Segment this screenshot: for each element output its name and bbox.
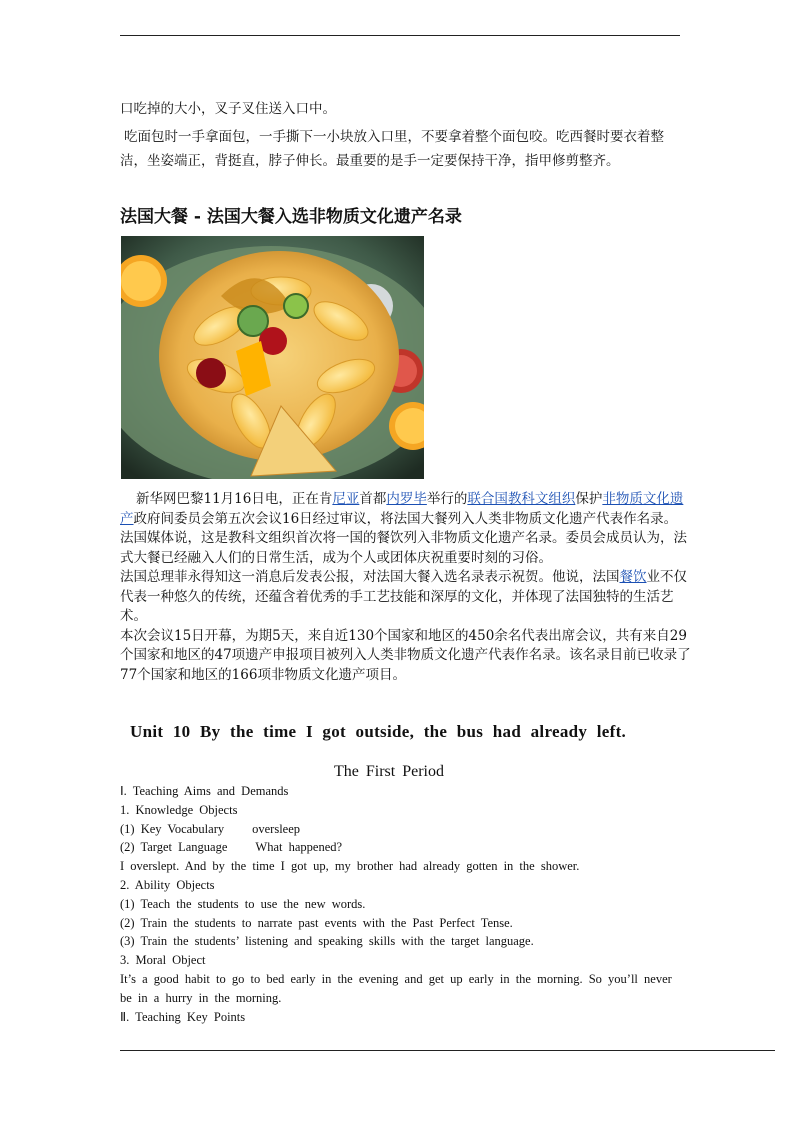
link-intangible-heritage[interactable]: 非物质文化遗产 xyxy=(120,491,684,527)
news-paragraph-3 xyxy=(120,568,692,627)
link-kenya[interactable]: 尼亚 xyxy=(332,491,360,507)
link-catering[interactable]: 餐饮 xyxy=(619,569,647,585)
lesson-plan xyxy=(120,782,685,1026)
link-nairobi[interactable]: 内罗毕 xyxy=(386,491,427,507)
moral-object-text: It’s a good habit to go to bed early in the evening and get up early in the morning. So you’ll never be in a hurry in the morning. xyxy=(120,971,672,1005)
french-tart-photo xyxy=(121,236,424,479)
news-paragraph-1 xyxy=(120,490,692,529)
news-paragraph-2: 法国媒体说，这是教科文组织首次将一国的餐饮列入非物质文化遗产名录。委员会成员认为，法式大餐已经融入人们的日常生活，成为个人或团体庆祝重要时刻的习俗。 xyxy=(120,530,687,566)
continued-text-line: 口吃掉的大小，叉子叉住送入口中。 xyxy=(120,101,336,117)
section-heading: 法国大餐 - 法国大餐入选非物质文化遗产名录 xyxy=(120,207,462,227)
key-vocabulary-label: (1) Key Vocabulary xyxy=(120,821,225,836)
news-text: 法国总理菲永得知这一消息后发表公报，对法国大餐入选名录表示祝贺。他说，法国 xyxy=(120,569,620,585)
news-text: 举行的 xyxy=(426,491,468,507)
header-rule xyxy=(120,35,680,36)
ability-objects-heading: 2. Ability Objects xyxy=(120,877,215,892)
example-sentence: I overslept. And by the time I got up, my brother had already gotten in the shower. xyxy=(120,859,580,874)
news-text: 政府间委员会第五次会议16日经过审议，将法国大餐列入人类非物质文化遗产代表作名录。 xyxy=(133,510,678,527)
ability-item-1: (1) Teach the students to use the new words. xyxy=(120,896,366,911)
target-language-label: (2) Target Language xyxy=(120,840,228,855)
target-language-value: What happened? xyxy=(255,840,343,855)
news-text: 首都 xyxy=(359,491,387,507)
ability-item-3: (3) Train the students’ listening and speaking skills with the target language. xyxy=(120,934,534,949)
footer-rule xyxy=(120,1050,775,1051)
news-text: 新华网巴黎11月16日电，正在肯 xyxy=(136,491,333,507)
news-article xyxy=(120,490,692,685)
key-vocabulary-line xyxy=(120,820,685,839)
target-language-line xyxy=(120,838,685,857)
news-text: 业不仅代表一种悠久的传统，还蕴含着优秀的手工艺技能和深厚的文化，并体现了法国独特的生活艺术。 xyxy=(120,569,687,624)
key-vocabulary-value: oversleep xyxy=(252,821,301,836)
news-text: 保护 xyxy=(575,491,603,507)
section-heading-aims: Ⅰ. Teaching Aims and Demands xyxy=(120,784,289,798)
news-paragraph-4: 本次会议15日开幕，为期5天，来自近130个国家和地区的450余名代表出席会议，共有来自29个国家和地区的47项遗产申报项目被列入人类非物质文化遗产代表作名录。该名录目前已收录了77个国家和地区的166项非物质文化遗产项目。 xyxy=(120,627,691,683)
ability-item-2: (2) Train the students to narrate past events with the Past Perfect Tense. xyxy=(120,915,513,930)
knowledge-objects-heading: 1. Knowledge Objects xyxy=(120,802,238,817)
period-title: The First Period xyxy=(334,763,444,780)
section-heading-key-points: Ⅱ. Teaching Key Points xyxy=(120,1009,246,1024)
dining-etiquette-paragraph: 吃面包时一手拿面包，一手撕下一小块放入口里，不要拿着整个面包咬。吃西餐时要衣着整洁，坐姿端正，背挺直，脖子伸长。最重要的是手一定要保持干净，指甲修剪整齐。 xyxy=(120,129,664,169)
unit-title: Unit 10 By the time I got outside, the bus had already left. xyxy=(130,722,627,741)
moral-object-heading: 3. Moral Object xyxy=(120,953,206,968)
link-unesco[interactable]: 联合国教科文组织 xyxy=(467,491,576,507)
